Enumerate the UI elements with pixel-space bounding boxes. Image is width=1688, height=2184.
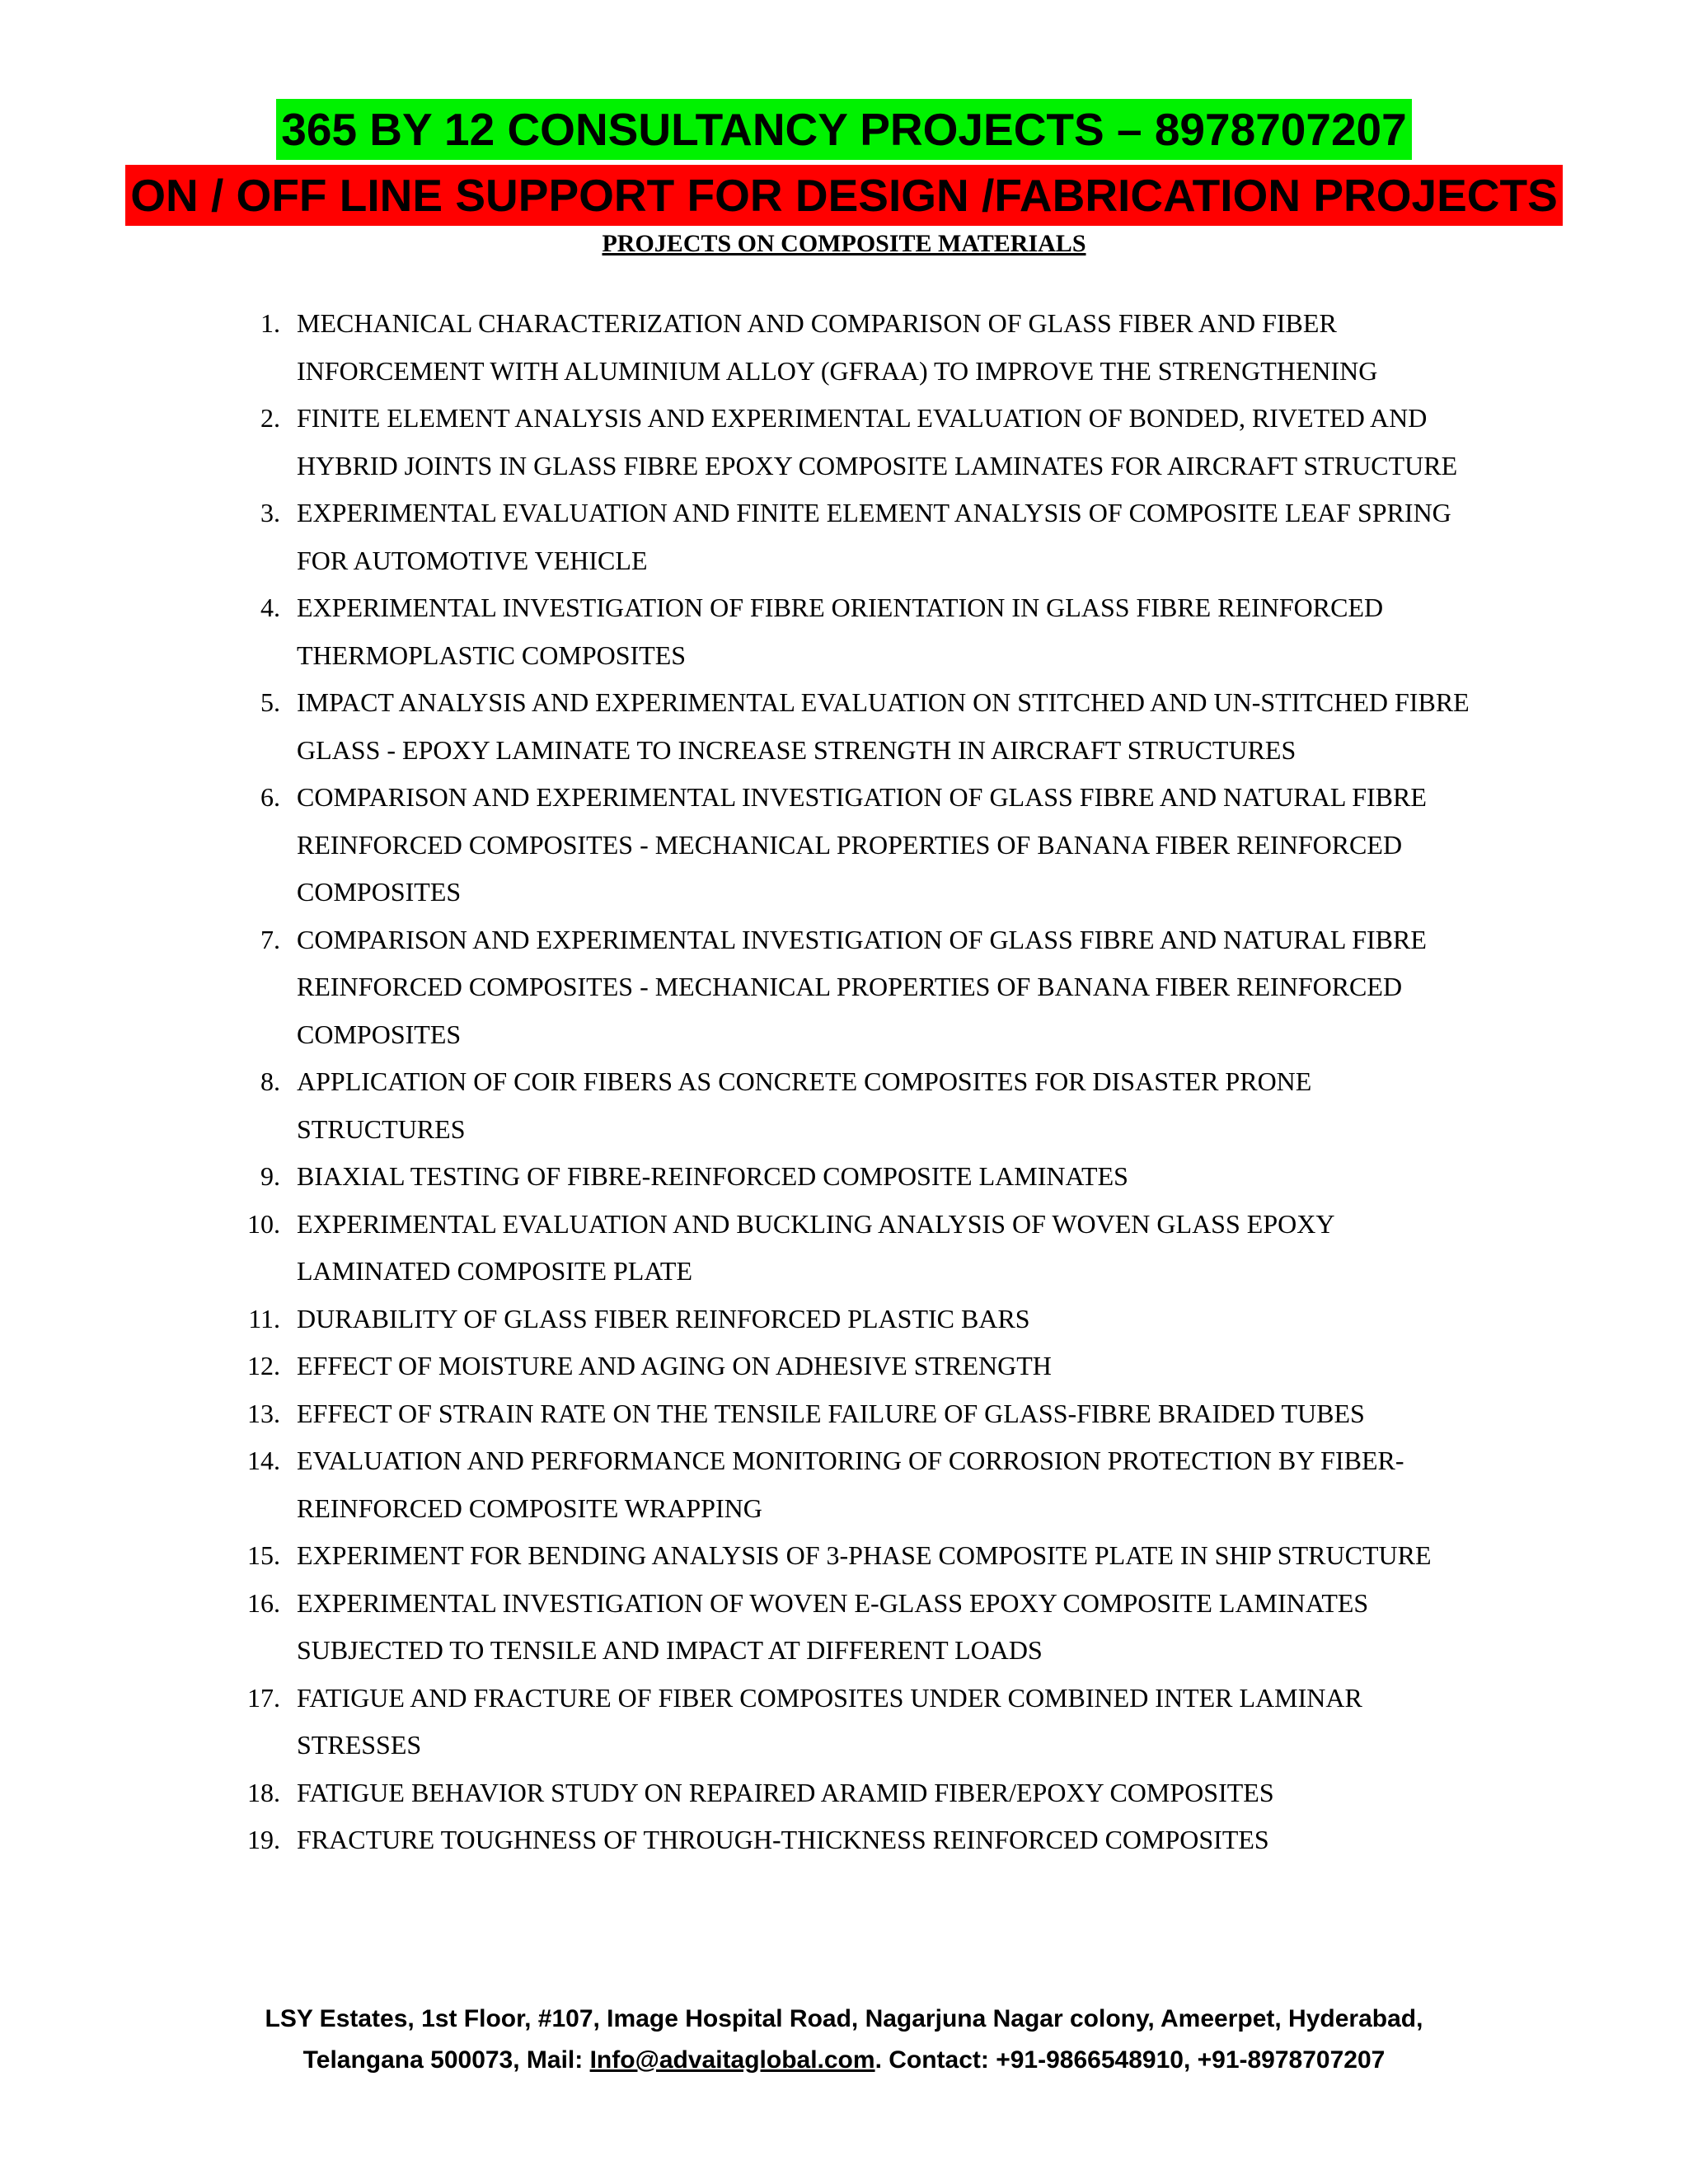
list-item	[239, 1437, 1475, 1532]
list-item-number: 12.	[247, 1351, 280, 1380]
list-item	[239, 1816, 1475, 1864]
list-item-text: EFFECT OF STRAIN RATE ON THE TENSILE FAILURE OF GLASS-FIBRE BRAIDED TUBES	[297, 1398, 1365, 1428]
title-wrap	[0, 99, 1688, 160]
list-item-text: EXPERIMENTAL INVESTIGATION OF FIBRE ORIENTATION IN GLASS FIBRE REINFORCED THERMOPLASTIC COMPOSITES	[297, 593, 1384, 670]
list-item	[239, 1343, 1475, 1390]
list-item	[239, 584, 1475, 679]
footer-contact-line	[0, 2040, 1688, 2081]
list-item-number: 13.	[247, 1398, 280, 1428]
list-item-text: FATIGUE BEHAVIOR STUDY ON REPAIRED ARAMID FIBER/EPOXY COMPOSITES	[297, 1777, 1274, 1807]
list-item	[239, 1580, 1475, 1675]
list-item-text: FRACTURE TOUGHNESS OF THROUGH-THICKNESS REINFORCED COMPOSITES	[297, 1825, 1269, 1854]
list-item-number: 7.	[260, 924, 280, 954]
list-item-text: FATIGUE AND FRACTURE OF FIBER COMPOSITES UNDER COMBINED INTER LAMINAR STRESSES	[297, 1682, 1362, 1760]
list-item	[239, 1675, 1475, 1769]
list-item-number: 11.	[248, 1303, 280, 1333]
list-item	[239, 916, 1475, 1059]
list-item-text: EXPERIMENTAL INVESTIGATION OF WOVEN E-GLASS EPOXY COMPOSITE LAMINATES SUBJECTED TO TENSILE AND IMPACT AT DIFFERENT LOADS	[297, 1587, 1369, 1665]
section-heading: PROJECTS ON COMPOSITE MATERIALS	[602, 230, 1086, 257]
footer-contact-prefix: Telangana 500073, Mail:	[302, 2046, 590, 2074]
list-item	[239, 1532, 1475, 1580]
list-item-number: 15.	[247, 1540, 280, 1570]
list-item-number: 4.	[260, 593, 280, 622]
list-item-text: EXPERIMENTAL EVALUATION AND BUCKLING ANALYSIS OF WOVEN GLASS EPOXY LAMINATED COMPOSITE PLATE	[297, 1208, 1334, 1286]
email-link[interactable]: Info@advaitaglobal.com	[589, 2046, 875, 2074]
footer-address-line: LSY Estates, 1st Floor, #107, Image Hospital Road, Nagarjuna Nagar colony, Ameerpet, Hyderabad,	[265, 2005, 1423, 2032]
document-header	[0, 99, 1688, 259]
list-item-number: 9.	[260, 1161, 280, 1191]
list-item-text: COMPARISON AND EXPERIMENTAL INVESTIGATION OF GLASS FIBRE AND NATURAL FIBRE REINFORCED COMPOSITES - MECHANICAL PROPERTIES OF BANANA FIBER REINFORCED COMPOSITES	[297, 782, 1427, 907]
list-item	[239, 395, 1475, 490]
list-item	[239, 1390, 1475, 1438]
list-item-text: IMPACT ANALYSIS AND EXPERIMENTAL EVALUATION ON STITCHED AND UN-STITCHED FIBRE GLASS - EPOXY LAMINATE TO INCREASE STRENGTH IN AIRCRAFT STRUCTURES	[297, 687, 1470, 765]
list-item-number: 6.	[260, 782, 280, 812]
list-item-text: DURABILITY OF GLASS FIBER REINFORCED PLASTIC BARS	[297, 1303, 1030, 1333]
list-item-text: EXPERIMENTAL EVALUATION AND FINITE ELEMENT ANALYSIS OF COMPOSITE LEAF SPRING FOR AUTOMOTIVE VEHICLE	[297, 498, 1451, 575]
list-item-number: 8.	[260, 1066, 280, 1096]
list-item	[239, 1058, 1475, 1153]
list-item-text: FINITE ELEMENT ANALYSIS AND EXPERIMENTAL EVALUATION OF BONDED, RIVETED AND HYBRID JOINTS IN GLASS FIBRE EPOXY COMPOSITE LAMINATES FOR AIRCRAFT STRUCTURE	[297, 403, 1458, 480]
project-list	[239, 300, 1475, 1864]
list-item	[239, 1769, 1475, 1817]
footer	[0, 1999, 1688, 2081]
list-item-number: 2.	[260, 403, 280, 433]
list-item-text: APPLICATION OF COIR FIBERS AS CONCRETE COMPOSITES FOR DISASTER PRONE STRUCTURES	[297, 1066, 1312, 1144]
list-item-number: 14.	[247, 1446, 280, 1475]
footer-contact-suffix: . Contact: +91-9866548910, +91-8978707207	[874, 2046, 1386, 2074]
list-item	[239, 1201, 1475, 1296]
list-item-text: EVALUATION AND PERFORMANCE MONITORING OF CORROSION PROTECTION BY FIBER-REINFORCED COMPOSITE WRAPPING	[297, 1446, 1404, 1523]
page-title: 365 BY 12 CONSULTANCY PROJECTS – 8978707207	[276, 99, 1411, 160]
list-item-number: 16.	[247, 1587, 280, 1618]
list-item-number: 10.	[247, 1208, 280, 1239]
list-item-number: 17.	[247, 1682, 280, 1713]
list-item-number: 18.	[247, 1777, 280, 1807]
list-item-number: 5.	[260, 687, 280, 717]
list-item-number: 1.	[260, 308, 280, 338]
list-item	[239, 679, 1475, 774]
list-item-text: MECHANICAL CHARACTERIZATION AND COMPARISON OF GLASS FIBER AND FIBER INFORCEMENT WITH ALUMINIUM ALLOY (GFRAA) TO IMPROVE THE STRENGTHENING	[297, 308, 1378, 386]
list-item	[239, 774, 1475, 916]
list-item-text: COMPARISON AND EXPERIMENTAL INVESTIGATION OF GLASS FIBRE AND NATURAL FIBRE REINFORCED COMPOSITES - MECHANICAL PROPERTIES OF BANANA FIBER REINFORCED COMPOSITES	[297, 924, 1427, 1049]
list-item	[239, 490, 1475, 584]
list-item-number: 3.	[260, 498, 280, 527]
list-item-number: 19.	[247, 1825, 280, 1854]
list-item	[239, 1153, 1475, 1201]
subtitle-wrap	[0, 165, 1688, 226]
list-item	[239, 300, 1475, 395]
list-item-text: BIAXIAL TESTING OF FIBRE-REINFORCED COMPOSITE LAMINATES	[297, 1161, 1128, 1191]
list-item-text: EFFECT OF MOISTURE AND AGING ON ADHESIVE STRENGTH	[297, 1351, 1052, 1380]
list-item	[239, 1296, 1475, 1343]
list-item-text: EXPERIMENT FOR BENDING ANALYSIS OF 3-PHASE COMPOSITE PLATE IN SHIP STRUCTURE	[297, 1540, 1432, 1570]
page-subtitle: ON / OFF LINE SUPPORT FOR DESIGN /FABRICATION PROJECTS	[125, 165, 1563, 226]
